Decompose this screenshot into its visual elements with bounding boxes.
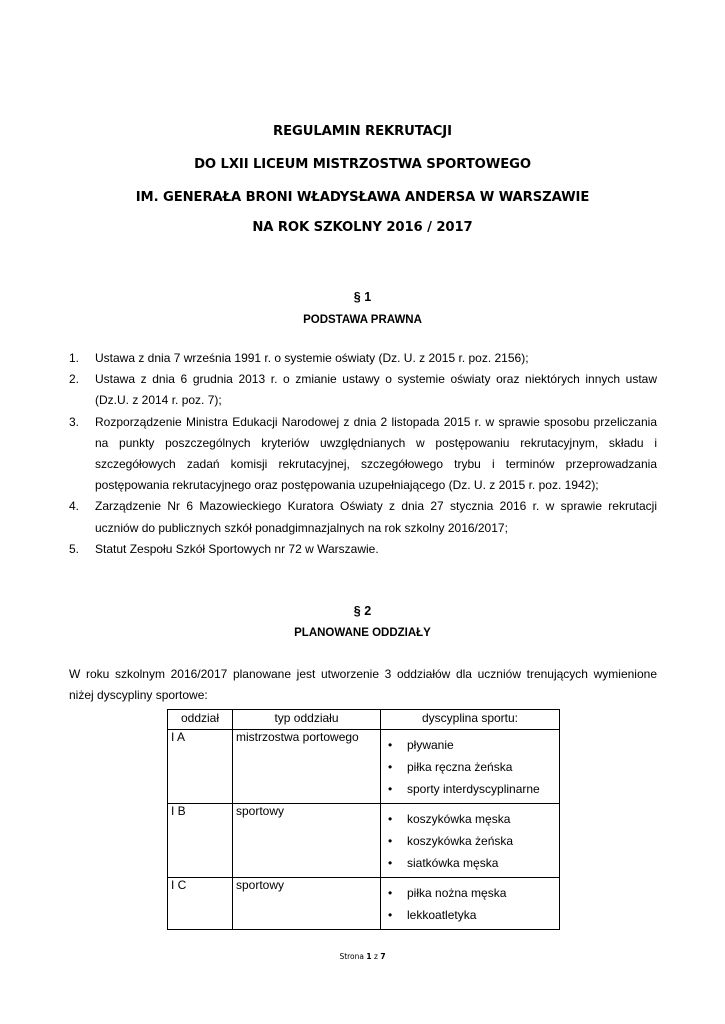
cell-typ: mistrzostwa portowego [233, 730, 381, 804]
title-line-4: NA ROK SZKOLNY 2016 / 2017 [252, 220, 473, 235]
list-item [69, 496, 657, 538]
table-row [168, 804, 560, 878]
cell-typ: sportowy [233, 878, 381, 930]
sport-item: • piłka nożna męska [385, 882, 555, 904]
list-item-number: 1. [69, 351, 80, 365]
sport-item: • lekkoatletyka [385, 904, 555, 926]
section-2-heading: PLANOWANE ODDZIAŁY [294, 627, 431, 639]
page-footer [0, 952, 725, 961]
section-1-heading: PODSTAWA PRAWNA [303, 314, 422, 326]
footer-total-pages: 7 [380, 952, 386, 961]
cell-sports [381, 878, 560, 930]
title-line-3: IM. GENERAŁA BRONI WŁADYSŁAWA ANDERSA W WARSZAWIE [135, 190, 590, 205]
title-line-2: DO LXII LICEUM MISTRZOSTWA SPORTOWEGO [194, 157, 531, 172]
cell-oddzial: I A [168, 730, 233, 804]
list-item [69, 539, 657, 560]
header-oddzial: oddział [168, 710, 233, 730]
classes-table [167, 709, 560, 930]
footer-page-number: 1 [366, 952, 372, 961]
list-item [69, 369, 657, 411]
list-item-number: 2. [69, 372, 80, 387]
footer-label: Strona [339, 952, 364, 961]
list-item [69, 348, 657, 369]
cell-oddzial: I C [168, 878, 233, 930]
sport-item: • koszykówka żeńska [385, 830, 555, 852]
table-row [168, 730, 560, 804]
cell-typ: sportowy [233, 804, 381, 878]
sport-item: • piłka ręczna żeńska [385, 756, 555, 778]
table-header-row [168, 710, 560, 730]
list-item-text: Ustawa z dnia 7 września 1991 r. o systemie oświaty (Dz. U. z 2015 r. poz. 2156); [95, 351, 529, 365]
list-item-text: Statut Zespołu Szkół Sportowych nr 72 w Warszawie. [95, 541, 379, 556]
sport-item: • sporty interdyscyplinarne [385, 778, 555, 800]
section-2-intro: W roku szkolnym 2016/2017 planowane jest utworzenie 3 oddziałów dla uczniów trenujących wymienione niżej dyscypliny sportowe: [69, 667, 657, 702]
cell-sports [381, 730, 560, 804]
sport-item: • pływanie [385, 734, 555, 756]
list-item-number: 4. [69, 499, 80, 514]
list-item-text: Rozporządzenie Ministra Edukacji Narodowej z dnia 2 listopada 2015 r. w sprawie sposobu przeliczania na punkty poszczególnych kryteriów uwzględnianych w postępowaniu rekrutacyjnym, składu i szczegółowych zadań komisji rekrutacyjnej, szczegółowego trybu i terminów przeprowadzania postępowania rekrutacyjnego oraz postępowania uzupełniającego (Dz. U. z 2015 r. poz. 1942); [95, 414, 657, 493]
section-1-number: § 1 [353, 290, 372, 304]
list-item-text: Ustawa z dnia 6 grudnia 2013 r. o zmianie ustawy o systemie oświaty oraz niektórych innych ustaw (Dz.U. z 2014 r. poz. 7); [95, 372, 657, 408]
list-item-text: Zarządzenie Nr 6 Mazowieckiego Kuratora Oświaty z dnia 27 stycznia 2016 r. w sprawie rekrutacji uczniów do publicznych szkół ponadgimnazjalnych na rok szkolny 2016/2017; [95, 499, 657, 535]
header-typ: typ oddziału [233, 710, 381, 730]
table-row [168, 878, 560, 930]
legal-basis-list [69, 348, 657, 560]
sport-item: • siatkówka męska [385, 852, 555, 874]
list-item [69, 412, 657, 497]
sport-item: • koszykówka męska [385, 808, 555, 830]
title-line-1: REGULAMIN REKRUTACJI [273, 124, 452, 139]
list-item-number: 3. [69, 414, 80, 429]
header-dyscyplina: dyscyplina sportu: [381, 710, 560, 730]
cell-sports [381, 804, 560, 878]
list-item-number: 5. [69, 541, 80, 556]
section-2-number: § 2 [353, 604, 372, 618]
footer-of: z [374, 952, 378, 961]
cell-oddzial: I B [168, 804, 233, 878]
